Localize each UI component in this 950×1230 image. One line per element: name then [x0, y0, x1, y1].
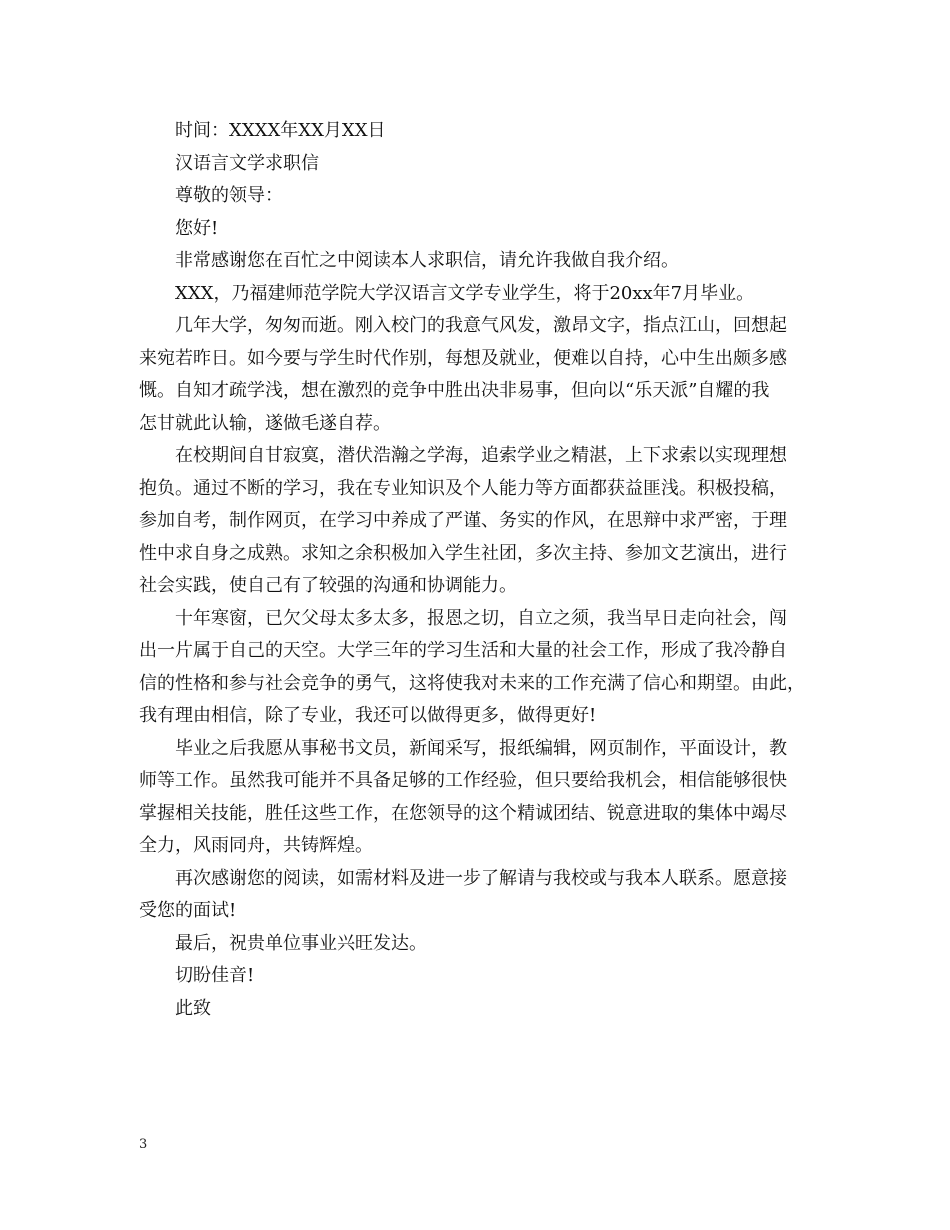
greeting: 您好! — [175, 217, 219, 239]
paragraph-line: 社会实践，使自己有了较强的沟通和协调能力。 — [139, 575, 517, 596]
paragraph-line: 毕业之后我愿从事秘书文员，新闻采写，报纸编辑，网页制作，平面设计，教 — [175, 737, 787, 759]
page-number: 3 — [139, 1137, 148, 1152]
paragraph-line: 慨。自知才疏学浅，想在激烈的竞争中胜出决非易事，但向以“乐天派”自耀的我 — [139, 380, 770, 401]
paragraph-line: 我有理由相信，除了专业，我还可以做得更多，做得更好! — [139, 705, 597, 726]
paragraph-career-goals — [139, 733, 811, 863]
salutation: 尊敬的领导： — [175, 185, 283, 206]
date-line: 时间：XXXX年XX月XX日 — [175, 120, 386, 141]
paragraph-line: 几年大学，匆匆而逝。刚入校门的我意气风发，激昂文字，指点江山，回想起 — [175, 315, 787, 336]
paragraph-ten-years — [139, 603, 811, 733]
paragraph-line: 性中求自身之成熟。求知之余积极加入学生社团，多次主持、参加文艺演出，进行 — [139, 542, 787, 564]
paragraph-line: 出一片属于自己的天空。大学三年的学习生活和大量的社会工作，形成了我冷静自 — [139, 640, 787, 661]
letter-title: 汉语言文学求职信 — [175, 152, 319, 174]
closing-hope: 切盼佳音! — [175, 965, 255, 986]
paragraph-line: 受您的面试! — [139, 900, 237, 921]
paragraph-line: 抱负。通过不断的学习，我在专业知识及个人能力等方面都获益匪浅。积极投稿， — [139, 477, 787, 499]
paragraph-line: 全力，风雨同舟，共铸辉煌。 — [139, 835, 373, 856]
paragraph-line: 十年寒窗，已欠父母太多太多，报恩之切，自立之须，我当早日走向社会，闯 — [175, 607, 787, 629]
paragraph-line: 怎甘就此认输，遂做毛遂自荐。 — [139, 412, 391, 434]
intro-sentence: 非常感谢您在百忙之中阅读本人求职信，请允许我做自我介绍。 — [175, 250, 679, 271]
paragraph-university-years — [139, 310, 811, 440]
letter-body — [139, 115, 811, 1025]
paragraph-line: 信的性格和参与社会竞争的勇气，这将使我对未来的工作充满了信心和期望。由此， — [139, 672, 805, 694]
paragraph-line: 参加自考，制作网页，在学习中养成了严谨、务实的作风，在思辩中求严密，于理 — [139, 510, 787, 531]
paragraph-line: 来宛若昨日。如今要与学生时代作别，每想及就业，便难以自持，心中生出颇多感 — [139, 347, 787, 369]
closing-regards: 此致 — [175, 997, 211, 1019]
paragraph-thanks — [139, 863, 811, 928]
closing-wish: 最后，祝贵单位事业兴旺发达。 — [175, 932, 427, 954]
self-introduction: XXX，乃福建师范学院大学汉语言文学专业学生，将于20xx年7月毕业。 — [175, 282, 755, 304]
paragraph-campus-study — [139, 440, 811, 603]
paragraph-line: 师等工作。虽然我可能并不具备足够的工作经验，但只要给我机会，相信能够很快 — [139, 770, 787, 791]
paragraph-line: 掌握相关技能，胜任这些工作，在您领导的这个精诚团结、锐意进取的集体中竭尽 — [139, 802, 787, 824]
paragraph-line: 再次感谢您的阅读，如需材料及进一步了解请与我校或与我本人联系。愿意接 — [175, 867, 787, 889]
paragraph-line: 在校期间自甘寂寞，潜伏浩瀚之学海，追索学业之精湛，上下求索以实现理想 — [175, 445, 787, 466]
